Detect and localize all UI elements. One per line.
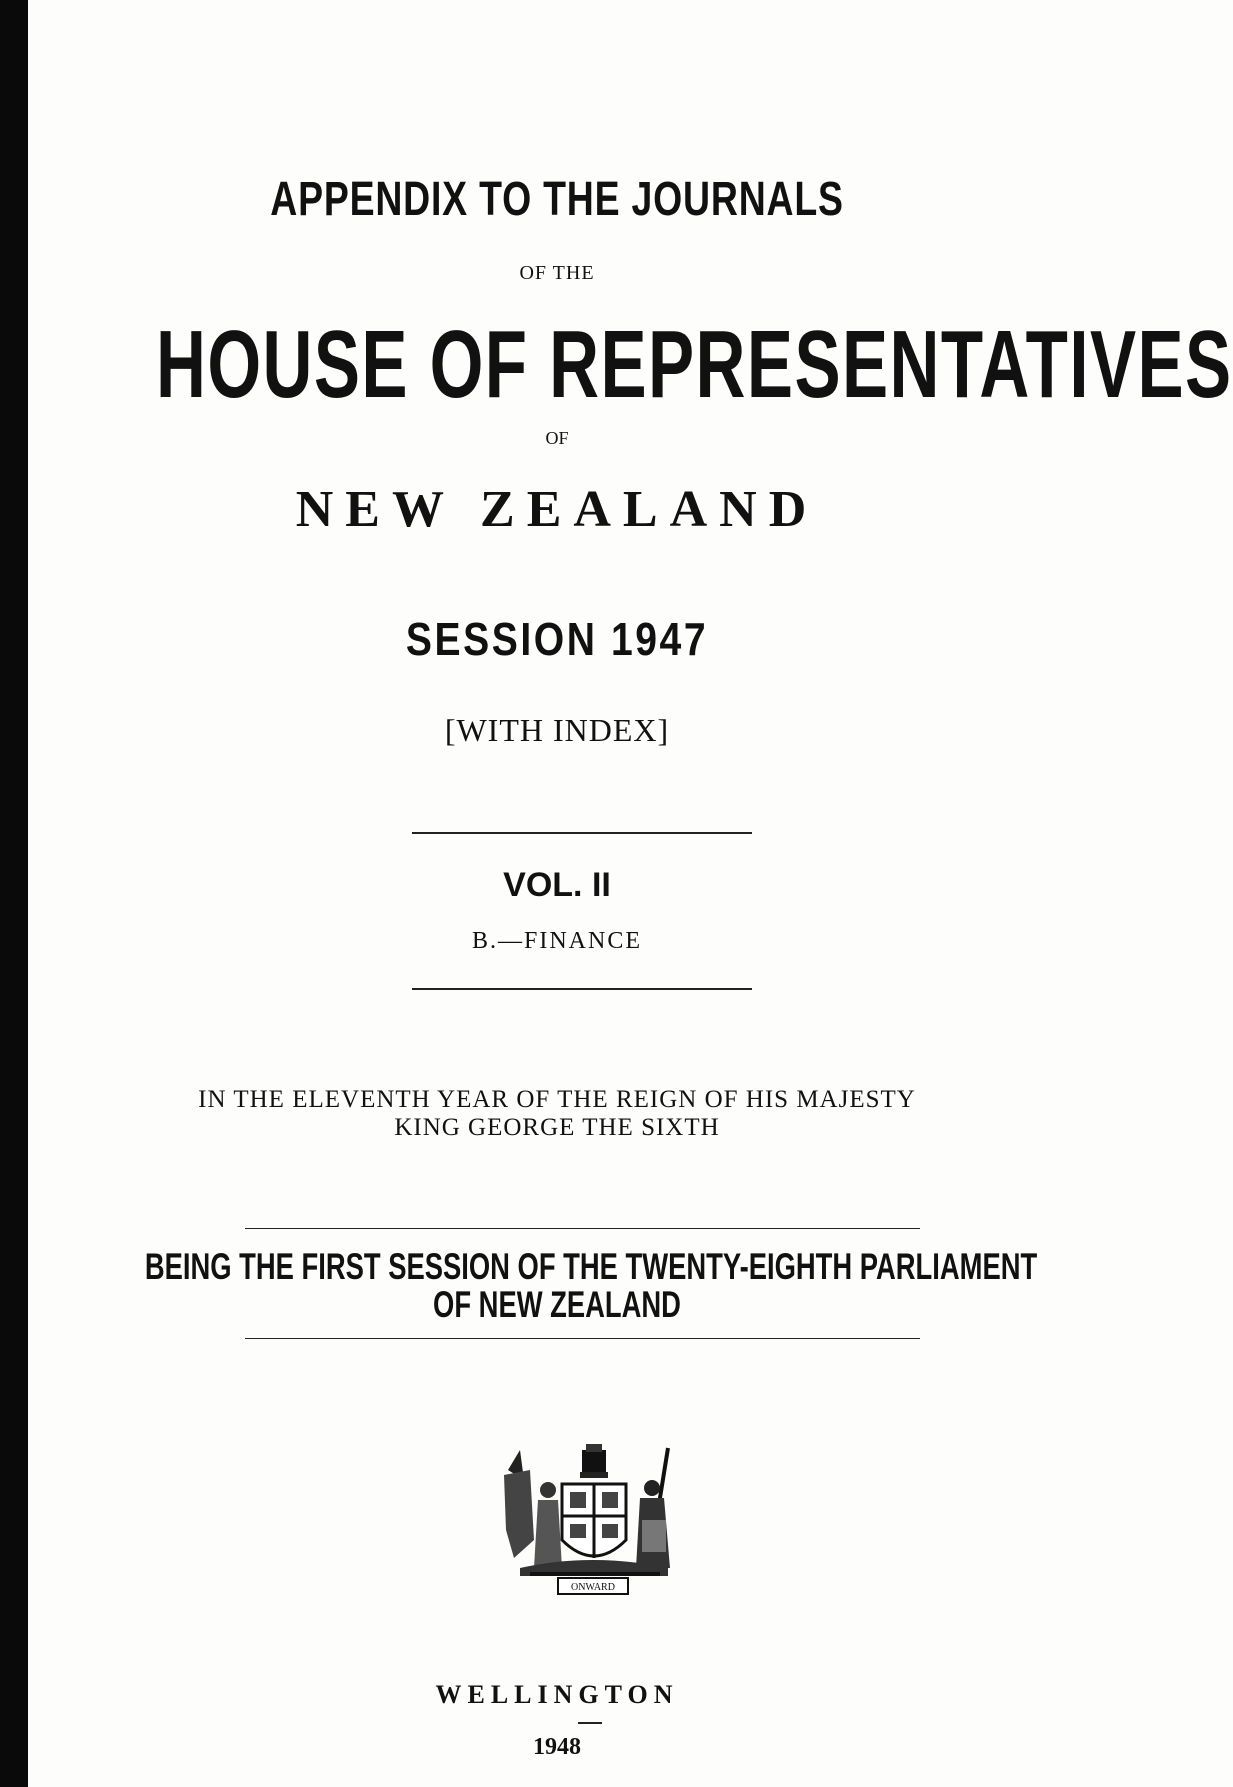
reign-line-1: IN THE ELEVENTH YEAR OF THE REIGN OF HIS MAJESTY: [198, 1086, 916, 1113]
volume-label: VOL. II: [503, 866, 611, 904]
session-label: SESSION 1947: [405, 613, 709, 665]
title-line-1: APPENDIX TO THE JOURNALS: [270, 173, 844, 226]
divider-parliament-bottom: [245, 1338, 920, 1339]
divider-top: [412, 832, 752, 834]
divider-parliament-top: [245, 1228, 920, 1229]
imprint-year: 1948: [533, 1734, 581, 1760]
imprint-place: WELLINGTON: [435, 1680, 679, 1709]
imprint-dash: [578, 1722, 602, 1724]
title-line-5: NEW ZEALAND: [295, 481, 819, 538]
coat-of-arms-icon: [500, 1440, 685, 1605]
title-line-2: OF THE: [519, 262, 595, 284]
reign-line-2: KING GEORGE THE SIXTH: [394, 1114, 720, 1141]
index-note: [WITH INDEX]: [444, 712, 670, 748]
title-line-4: OF: [545, 428, 569, 448]
volume-subject: B.—FINANCE: [471, 928, 642, 954]
parliament-line-1: BEING THE FIRST SESSION OF THE TWENTY-EIGHTH PARLIAMENT: [144, 1246, 1038, 1287]
parliament-line-2: OF NEW ZEALAND: [433, 1284, 681, 1325]
title-line-3: HOUSE OF REPRESENTATIVES: [155, 311, 1233, 418]
motto-text: ONWARD: [571, 1582, 615, 1593]
divider-middle: [412, 988, 752, 990]
